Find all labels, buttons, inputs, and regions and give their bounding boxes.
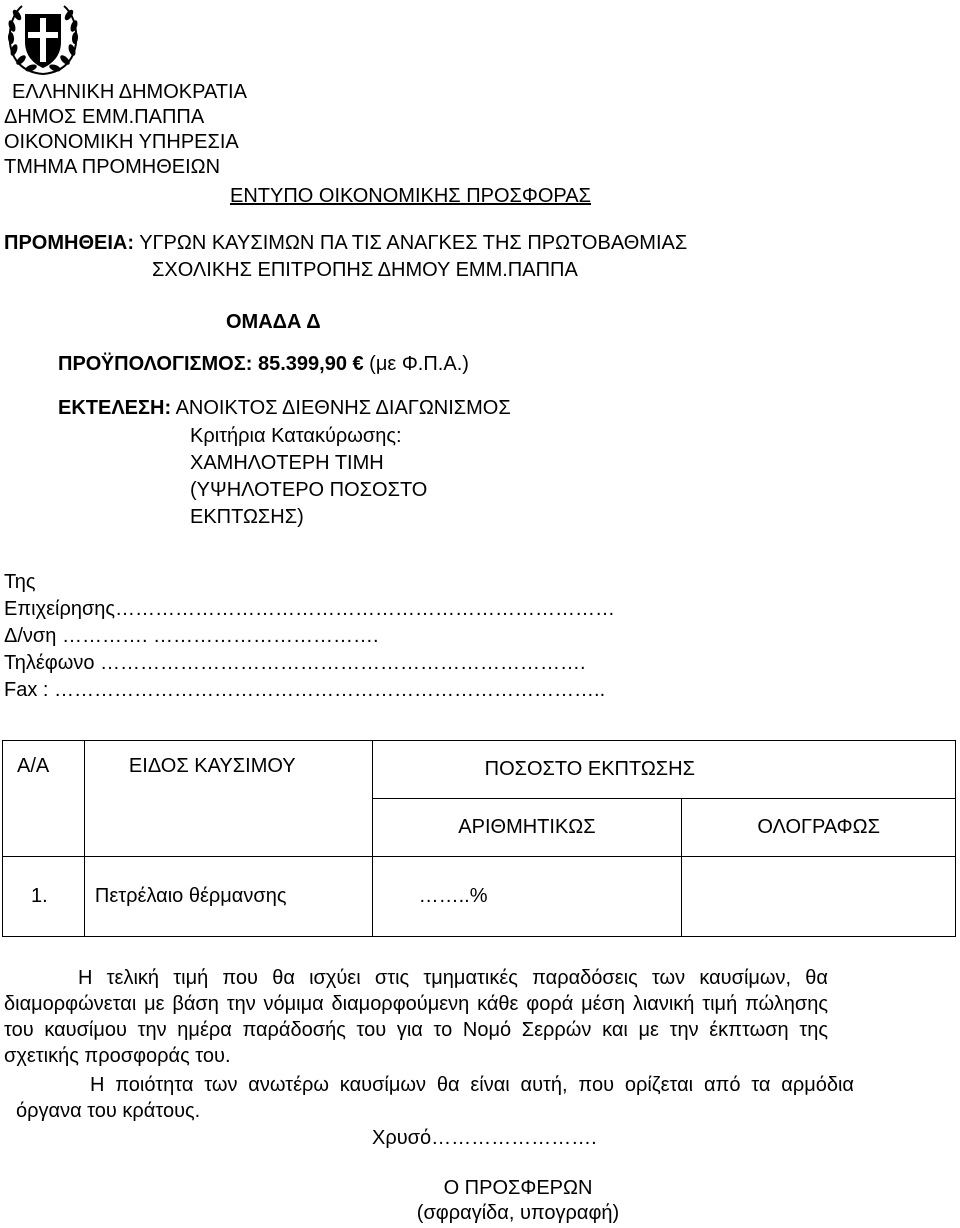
company-phone-field[interactable]: Τηλέφωνο ………………………………………………………………. xyxy=(4,652,586,674)
budget-vat-note: (με Φ.Π.Α.) xyxy=(363,353,469,375)
award-criteria-line4: ΕΚΠΤΩΣΗΣ) xyxy=(190,506,304,528)
greek-coat-of-arms-icon xyxy=(4,2,82,78)
col-header-numeric: ΑΡΙΘΜΗΤΙΚΩΣ xyxy=(372,799,682,857)
company-of-label: Της xyxy=(4,571,36,593)
company-address-field[interactable]: Δ/νση …………. ……………………………. xyxy=(4,625,379,647)
award-criteria-line2: ΧΑΜΗΛΟΤΕΡΗ ΤΙΜΗ xyxy=(190,452,384,474)
procurement-value-line2: ΣΧΟΛΙΚΗΣ ΕΠΙΤΡΟΠΗΣ ΔΗΜΟΥ ΕΜΜ.ΠΑΠΠΑ xyxy=(152,259,578,281)
table-header-row xyxy=(3,741,956,799)
company-fax-field[interactable]: Fax : ……………………………………………………………………….. xyxy=(4,679,606,701)
country-name: ΕΛΛΗΝΙΚΗ ΔΗΜΟΚΡΑΤΙΑ xyxy=(12,81,247,103)
row-fuel-type: Πετρέλαιο θέρμανσης xyxy=(84,857,372,937)
department-name: ΟΙΚΟΝΟΜΙΚΗ ΥΠΗΡΕΣΙΑ xyxy=(4,131,239,153)
company-name-field[interactable]: Επιχείρησης………………………………………………………………… xyxy=(4,598,616,620)
procurement-label: ΠΡΟΜΗΘΕΙΑ: xyxy=(4,232,134,254)
execution-label: ΕΚΤΕΛΕΣΗ: xyxy=(58,397,172,419)
col-header-discount: ΠΟΣΟΣΤΟ ΕΚΠΤΩΣΗΣ xyxy=(372,741,955,799)
group-label: ΟΜΑΔΑ Δ xyxy=(226,311,321,333)
row-discount-words-field[interactable] xyxy=(682,857,956,937)
offer-table xyxy=(2,740,956,937)
budget-label: ΠΡΟΫΠΟΛΟΓΙΣΜΟΣ: 85.399,90 € xyxy=(58,353,364,375)
col-header-fuel-type: ΕΙΔΟΣ ΚΑΥΣΙΜΟΥ xyxy=(84,741,372,857)
award-criteria-line3: (ΥΨΗΛΟΤΕΡΟ ΠΟΣΟΣΤΟ xyxy=(190,479,428,501)
award-criteria-label: Κριτήρια Κατακύρωσης: xyxy=(190,425,402,447)
signature-title: Ο ΠΡΟΣΦΕΡΩΝ xyxy=(443,1177,593,1199)
pricing-paragraph: Η τελική τιμή που θα ισχύει στις τμηματικές παραδόσεις των καυσίμων, θα διαμορφώνεται με βάση την νόμιμα διαμορφούμενη κάθε φορά μέση λιανική τιμή πώλησης του καυσίμου την ημέρα παράδοσής του για το Νομό Σερρών και με την έκπτωση της σχετικής προσφοράς του. xyxy=(4,967,828,1067)
municipality-name: ΔΗΜΟΣ ΕΜΜ.ΠΑΠΠΑ xyxy=(4,106,205,128)
col-header-aa: Α/Α xyxy=(3,741,85,857)
place-date-field[interactable]: Χρυσό……………………. xyxy=(372,1127,597,1149)
section-name: ΤΜΗΜΑ ΠΡΟΜΗΘΕΙΩΝ xyxy=(4,156,221,178)
document-title: ΕΝΤΥΠΟ ΟΙΚΟΝΟΜΙΚΗΣ ΠΡΟΣΦΟΡΑΣ xyxy=(230,185,591,207)
quality-paragraph: Η ποιότητα των ανωτέρω καυσίμων θα είναι αυτή, που ορίζεται από τα αρμόδια όργανα του κράτους. xyxy=(16,1074,854,1122)
signature-note: (σφραγίδα, υπογραφή) xyxy=(416,1202,620,1224)
procurement-line xyxy=(4,231,687,255)
col-header-in-words: ΟΛΟΓΡΑΦΩΣ xyxy=(682,799,956,857)
procurement-value: ΥΓΡΩΝ ΚΑΥΣΙΜΩΝ ΠΑ ΤΙΣ ΑΝΑΓΚΕΣ ΤΗΣ ΠΡΩΤΟΒΑΘΜΙΑΣ xyxy=(134,232,688,254)
budget-line xyxy=(58,352,469,376)
execution-line xyxy=(58,396,511,420)
table-row xyxy=(3,857,956,937)
row-aa: 1. xyxy=(3,857,85,937)
row-discount-numeric-field[interactable]: ……..% xyxy=(372,857,682,937)
execution-value: ΑΝΟΙΚΤΟΣ ΔΙΕΘΝΗΣ ΔΙΑΓΩΝΙΣΜΟΣ xyxy=(171,397,511,419)
